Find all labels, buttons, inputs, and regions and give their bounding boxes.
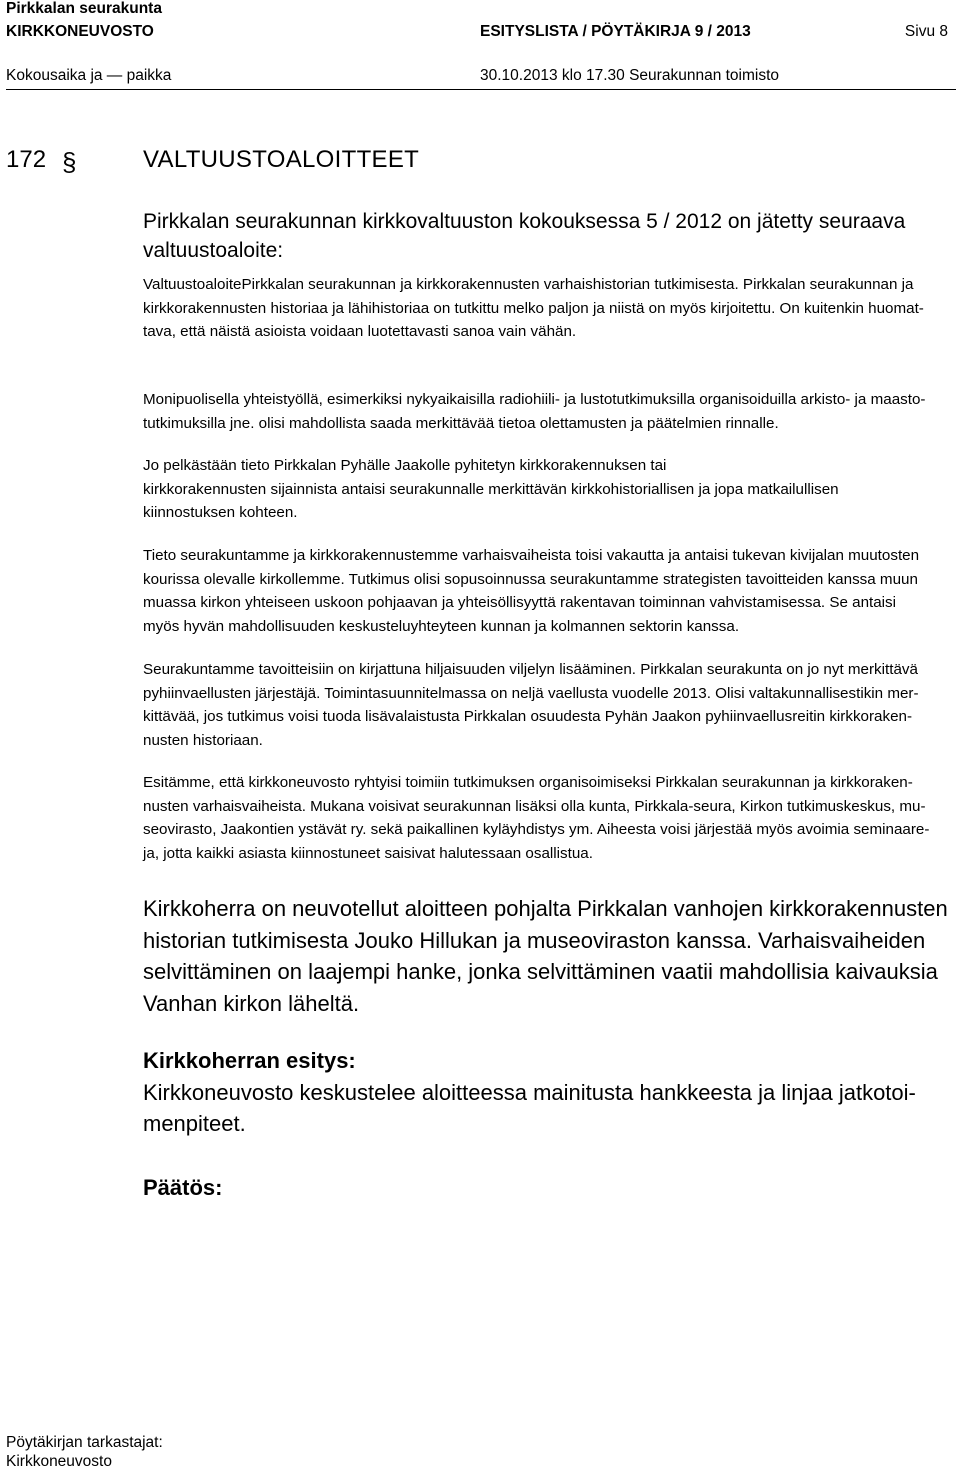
org-name: Pirkkalan seurakunta <box>6 0 162 17</box>
paragraph-line: Jo pelkästään tieto Pirkkalan Pyhälle Jaakolle pyhitetyn kirkkorakennuksen tai <box>143 457 667 474</box>
section-title: VALTUUSTOALOITTEET <box>143 146 420 173</box>
statement-line: historian tutkimisesta Jouko Hillukan ja museoviraston kanssa. Varhaisvaiheiden <box>143 927 926 953</box>
meeting-time-value: 30.10.2013 klo 17.30 Seurakunnan toimisto <box>480 67 780 84</box>
section-mark: § <box>62 147 77 177</box>
page-number: Sivu 8 <box>904 23 948 40</box>
footer-body: Kirkkoneuvosto <box>6 1453 112 1470</box>
paragraph <box>143 544 953 638</box>
header-divider <box>6 89 956 90</box>
statement-line: selvittäminen on laajempi hanke, jonka selvittäminen vaatii mahdollisia kaivauksia <box>143 959 938 984</box>
paragraph-line: tutkimuksilla jne. olisi mahdollista saada merkittävää tietoa olettamusten ja päätelmien rinnalle. <box>143 414 779 432</box>
paragraph-line: pyhiinvaellusten järjestäjä. Toimintasuunnitelmassa on neljä vaellusta vuodelle 2013. Olisi valtakunnallisestikin mer- <box>143 684 919 702</box>
paragraph-line: kittävää, jos tutkimus voisi tuoda lisävalaistusta Pirkkalan osuudesta Pyhän Jaakon pyhiinvaellusreitin kirkkoraken- <box>143 708 913 726</box>
paragraph <box>143 771 953 865</box>
paragraph-line: muassa kirkon yhteiseen uskoon pohjaavan ja yhteisöllisyyttä rakentavan toiminnan vahvistamisessa. Se antaisi <box>143 594 897 612</box>
paragraph-line: kourissa olevalle kirkollemme. Tutkimus olisi sopusoinnussa seurakuntamme strategisten tavoitteiden kanssa muun <box>143 570 918 588</box>
statement-line: Vanhan kirkon läheltä. <box>143 990 360 1016</box>
paragraph-line: tava, että näistä asioista voidaan luotettavasti sanoa vain vähän. <box>143 323 577 341</box>
paragraph-line: Esitämme, että kirkkoneuvosto ryhtyisi toimiin tutkimuksen organisoimiseksi Pirkkalan seurakunnan ja kirkkoraken- <box>143 774 913 791</box>
proposal <box>143 1045 953 1140</box>
paragraph <box>143 273 953 344</box>
paragraph-line: Monipuolisella yhteistyöllä, esimerkiksi nykyaikaisilla radiohiili- ja lustotutkimuksilla organisoiduilla arkisto- ja maasto- <box>143 391 926 408</box>
paragraph-line: nusten historiaan. <box>143 731 263 749</box>
statement <box>143 893 953 1019</box>
decision-heading: Päätös: <box>143 1175 223 1200</box>
paragraph-line: kirkkorakennusten historiaa ja lähihistoriaa on tutkittu melko paljon ja niistä on myös kirjoitettu. On kuitenkin huomat- <box>143 299 924 317</box>
paragraph-line: ja, jotta kaikki asiasta kiinnostuneet saisivat halutessaan osallistua. <box>143 844 593 862</box>
paragraph-line: seovirasto, Jaakontien ystävät ry. sekä paikallinen kyläyhdistys ym. Aiheesta voisi järjestää myös avoimia seminaare- <box>143 821 930 839</box>
paragraph-line: kiinnostuksen kohteen. <box>143 504 298 522</box>
paragraph <box>143 658 953 752</box>
section-number: 172 <box>6 146 47 173</box>
intro-line: valtuustoaloite: <box>143 239 284 262</box>
paragraph-line: Tieto seurakuntamme ja kirkkorakennustemme varhaisvaiheista toisi vakautta ja antaisi tukevan kivijalan muutosten <box>143 547 920 564</box>
paragraph-line: ValtuustoaloitePirkkalan seurakunnan ja kirkkorakennusten varhaishistorian tutkimisesta. Pirkkalan seurakunnan ja <box>143 276 914 293</box>
proposal-line: menpiteet. <box>143 1111 246 1136</box>
intro-line: Pirkkalan seurakunnan kirkkovaltuuston kokouksessa 5 / 2012 on jätetty seuraava <box>143 210 906 233</box>
proposal-line: Kirkkoneuvosto keskustelee aloitteessa mainitusta hankkeesta ja linjaa jatkotoi- <box>143 1079 916 1105</box>
doc-title: ESITYSLISTA / PÖYTÄKIRJA 9 / 2013 <box>480 23 751 40</box>
paragraph-line: nusten varhaisvaiheista. Mukana voisivat seurakunnan lisäksi olla kunta, Pirkkala-seura, Kirkon tutkimuskeskus, mu- <box>143 797 926 815</box>
decision <box>143 1172 953 1204</box>
body-name: KIRKKONEUVOSTO <box>6 23 154 40</box>
paragraph <box>143 454 953 525</box>
proposal-heading: Kirkkoherran esitys: <box>143 1048 356 1073</box>
footer-label: Pöytäkirjan tarkastajat: <box>6 1434 163 1451</box>
paragraph-line: myös hyvän mahdollisuuden keskusteluyhteyteen kunnan ja kolmannen sektorin kanssa. <box>143 617 740 635</box>
paragraph-line: Seurakuntamme tavoitteisiin on kirjattuna hiljaisuuden viljelyn lisääminen. Pirkkalan seurakunta on jo nyt merkittävä <box>143 661 918 678</box>
meeting-time-label: Kokousaika ja — paikka <box>6 67 172 84</box>
statement-line: Kirkkoherra on neuvotellut aloitteen pohjalta Pirkkalan vanhojen kirkkorakennusten <box>143 896 948 921</box>
paragraph-line: kirkkorakennusten sijainnista antaisi seurakunnalle merkittävän kirkkohistoriallisen ja jopa matkailullisen <box>143 480 839 498</box>
paragraph <box>143 388 953 435</box>
